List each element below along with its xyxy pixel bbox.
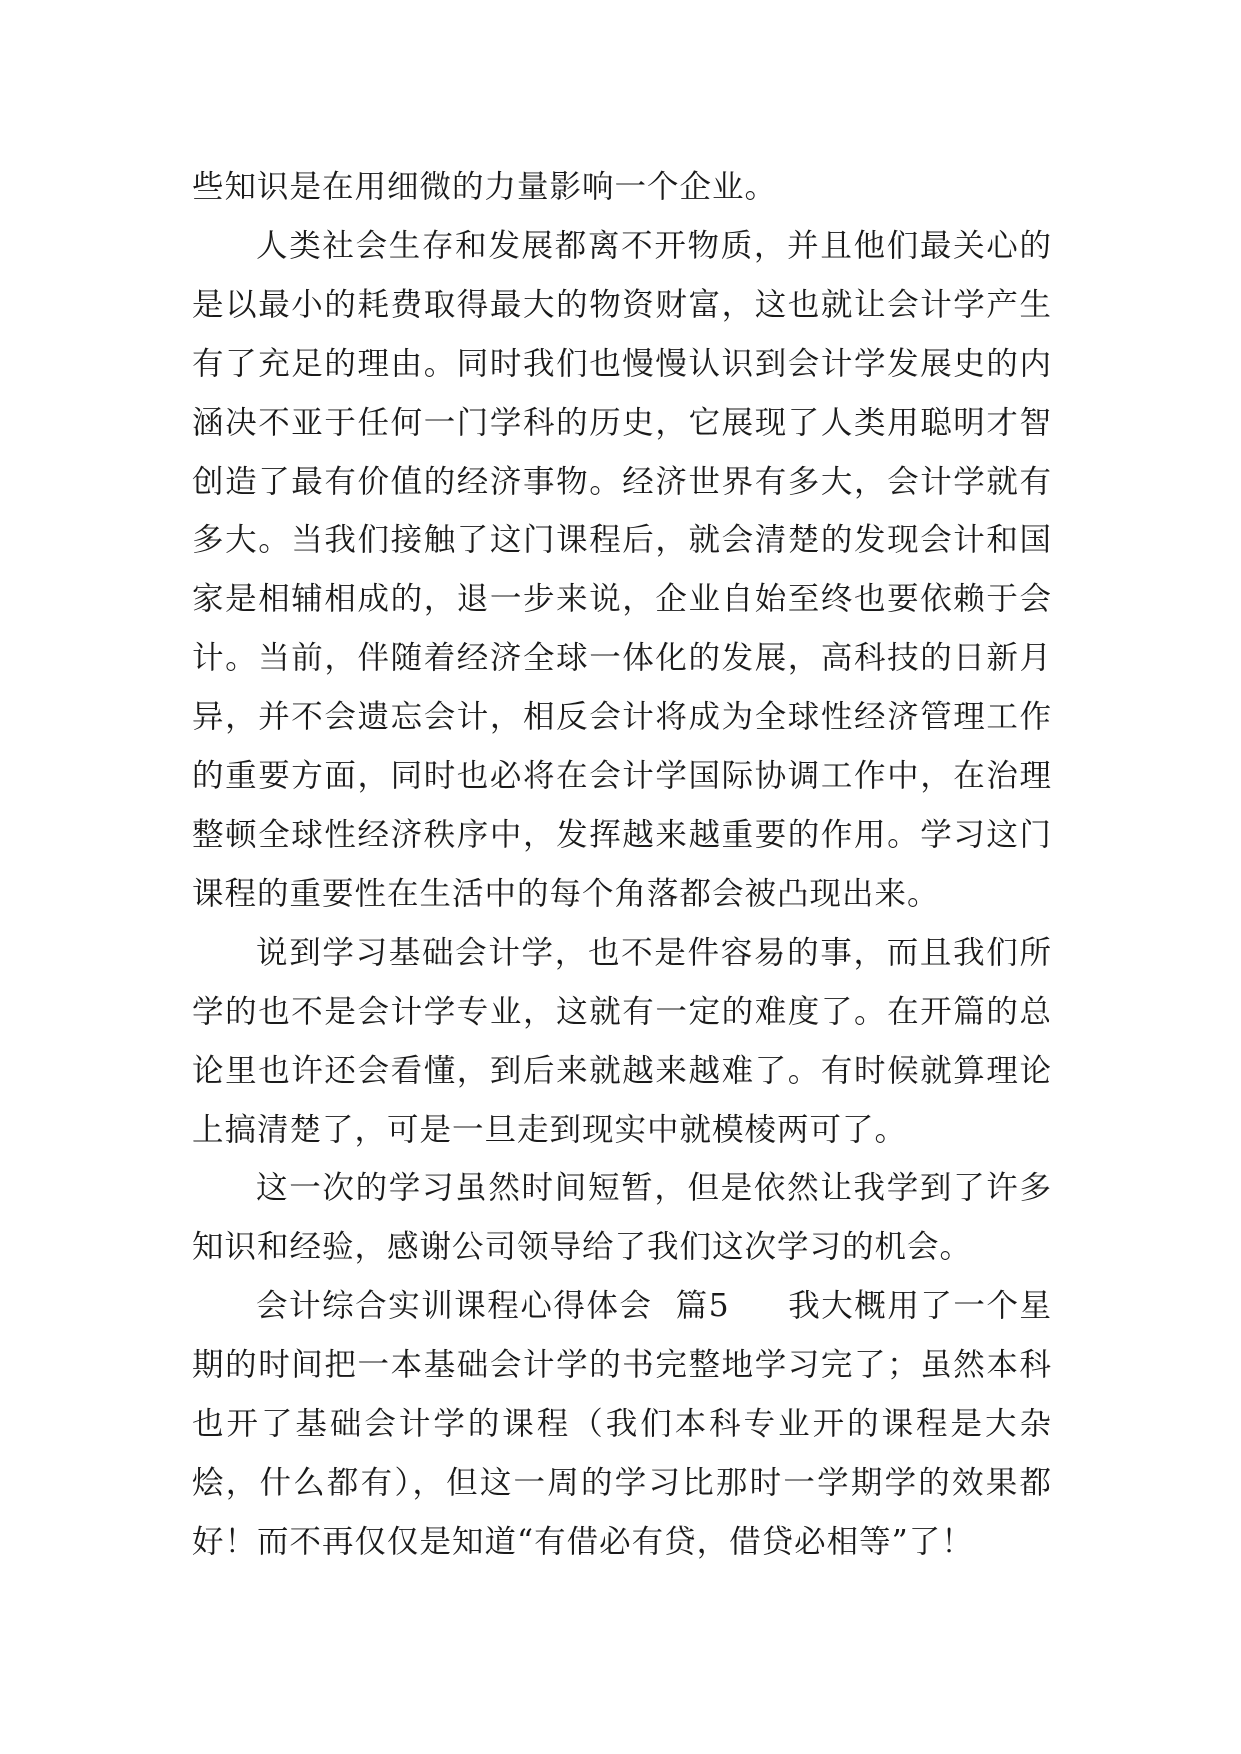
section-body-text: 我大概用了一个星期的时间把一本基础会计学的书完整地学习完了；虽然本科也开了基础会计学的课程（我们本科专业开的课程是大杂烩，什么都有），但这一周的学习比那时一学期学的效果都好！而不再仅仅是知道“有借必有贷，借贷必相等”了！	[192, 1288, 1052, 1560]
section-heading: 会计综合实训课程心得体会 篇5	[256, 1288, 730, 1325]
paragraph-learning-difficulty: 说到学习基础会计学，也不是件容易的事，而且我们所学的也不是会计学专业，这就有一定的难度了。在开篇的总论里也许还会看懂，到后来就越来越难了。有时候就算理论上搞清楚了，可是一旦走到现实中就模棱两可了。	[192, 934, 1052, 1148]
section-paragraph	[192, 1277, 1052, 1572]
paragraph-continuation: 些知识是在用细微的力量影响一个企业。	[192, 169, 778, 205]
paragraph-gratitude: 这一次的学习虽然时间短暂，但是依然让我学到了许多知识和经验，感谢公司领导给了我们这次学习的机会。	[192, 1170, 1052, 1266]
paragraph-accounting-importance: 人类社会生存和发展都离不开物质，并且他们最关心的是以最小的耗费取得最大的物资财富，这也就让会计学产生有了充足的理由。同时我们也慢慢认识到会计学发展史的内涵决不亚于任何一门学科的历史，它展现了人类用聪明才智创造了最有价值的经济事物。经济世界有多大，会计学就有多大。当我们接触了这门课程后，就会清楚的发现会计和国家是相辅相成的，退一步来说，企业自始至终也要依赖于会计。当前，伴随着经济全球一体化的发展，高科技的日新月异，并不会遗忘会计，相反会计将成为全球性经济管理工作的重要方面，同时也必将在会计学国际协调工作中，在治理整顿全球性经济秩序中，发挥越来越重要的作用。学习这门课程的重要性在生活中的每个角落都会被凸现出来。	[192, 227, 1052, 912]
document-body	[192, 158, 1052, 1572]
